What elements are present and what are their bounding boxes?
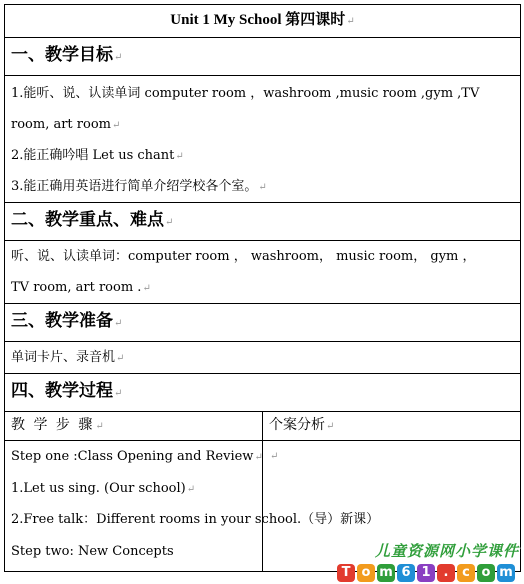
key-points-heading: 二、教学重点、难点 [11, 210, 164, 230]
objectives-heading: 一、教学目标 [11, 45, 113, 65]
process-line: 1.Let us sing. (Our school)↵ [11, 480, 196, 496]
preparation-heading-row: 三、教学准备↵ [5, 304, 521, 342]
analysis-column-header: 个案分析 [269, 417, 325, 433]
watermark-logo [337, 564, 515, 582]
objectives-line: 1.能听、说、认读单词 computer room ，washroom ,music room ,gym ,TV [11, 86, 480, 101]
key-points-body-row [5, 241, 521, 304]
objectives-line: 2.能正确吟唱 Let us chant↵ [11, 148, 184, 163]
watermark-logo-letter: c [457, 564, 475, 582]
watermark-logo-letter: 6 [397, 564, 415, 582]
watermark-logo-letter: T [337, 564, 355, 582]
watermark-logo-letter: m [377, 564, 395, 582]
watermark-logo-letter: m [497, 564, 515, 582]
preparation-line: 单词卡片、录音机↵ [11, 350, 125, 365]
lesson-title: Unit 1 My School 第四课时 [170, 12, 346, 28]
process-line: Step one :Class Opening and Review↵ [11, 449, 263, 464]
watermark-logo-letter: o [477, 564, 495, 582]
lesson-plan-table [4, 4, 521, 572]
key-points-line: 听、说、认读单词：computer room ， washroom， music room， gym ， [11, 249, 476, 264]
process-heading-row: 四、教学过程↵ [5, 374, 521, 412]
process-line: 2.Free talk：Different rooms in your school.（导）新课） [11, 512, 380, 527]
watermark-logo-letter: . [437, 564, 455, 582]
process-heading: 四、教学过程 [11, 381, 113, 401]
process-columns-row: 教 学 步 骤↵ 个案分析↵ [5, 412, 521, 441]
preparation-heading: 三、教学准备 [11, 311, 113, 331]
objectives-heading-row: 一、教学目标↵ [5, 38, 521, 76]
site-watermark [341, 540, 521, 582]
preparation-body-row [5, 342, 521, 374]
key-points-line: TV room, art room .↵ [11, 280, 151, 295]
watermark-text: 儿童资源网小学课件 [374, 542, 519, 560]
watermark-logo-letter: 1 [417, 564, 435, 582]
steps-column-header: 教 学 步 骤 [11, 417, 95, 433]
objectives-line: 3.能正确用英语进行简单介绍学校各个室。↵ [11, 179, 267, 194]
process-body-row: Step one :Class Opening and Review↵ 1.Let us sing. (Our school)↵ 2.Free talk：Different rooms in your school.（导）新课） Step two: New Concepts ↵ [5, 441, 521, 572]
title-row: Unit 1 My School 第四课时↵ [5, 5, 521, 38]
key-points-heading-row: 二、教学重点、难点↵ [5, 203, 521, 241]
objectives-line: room, art room↵ [11, 117, 121, 132]
process-line: Step two: New Concepts [11, 543, 174, 559]
watermark-logo-letter: o [357, 564, 375, 582]
objectives-body-row [5, 76, 521, 203]
